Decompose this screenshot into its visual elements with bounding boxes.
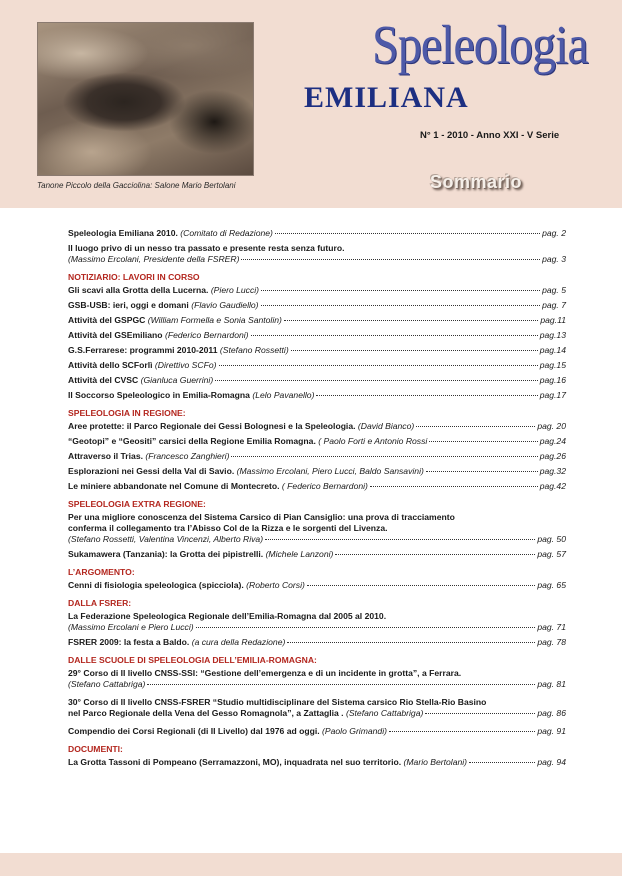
dot-leader (429, 441, 537, 442)
dot-leader (265, 539, 535, 540)
entry-page: pag.15 (539, 360, 566, 370)
toc-entry[interactable] (68, 375, 566, 386)
entry-title: “Geotopi” e “Geositi” carsici della Regione Emilia Romagna. (68, 436, 316, 446)
section-heading: SPELEOLOGIA IN REGIONE: (68, 408, 186, 418)
entry-title: Gli scavi alla Grotta della Lucerna. (68, 285, 209, 295)
entry-title: G.S.Ferrarese: programmi 2010-2011 (68, 345, 218, 355)
entry-title-line: nel Parco Regionale della Vena del Gesso Romagnola”, a Zattaglia . (68, 708, 344, 718)
dot-leader (426, 471, 538, 472)
dot-leader (147, 684, 535, 685)
entry-page: pag.32 (539, 466, 566, 476)
cave-photo (37, 22, 254, 176)
entry-author: (a cura della Redazione) (191, 637, 286, 647)
sommario-heading: Sommario (430, 172, 523, 192)
entry-author: (Mario Bertolani) (403, 757, 468, 767)
section-heading: L’ARGOMENTO: (68, 567, 135, 577)
entry-author: (Francesco Zanghieri) (145, 451, 230, 461)
entry-author: (Flavio Gaudiello) (191, 300, 259, 310)
entry-author: (Massimo Ercolani, Presidente della FSRER) (68, 254, 240, 264)
toc-entry[interactable] (68, 611, 566, 633)
entry-author: (Stefano Rossetti, Valentina Vincenzi, Alberto Riva) (68, 534, 264, 544)
dot-leader (307, 585, 535, 586)
toc-entry[interactable] (68, 481, 566, 492)
entry-title: Attraverso il Trias. (68, 451, 143, 461)
toc-entry[interactable] (68, 345, 566, 356)
dot-leader (291, 350, 538, 351)
entry-page: pag. 65 (537, 580, 566, 590)
toc-entry[interactable] (68, 580, 566, 591)
dot-leader (275, 233, 540, 234)
entry-author: ( Federico Bernardoni) (281, 481, 368, 491)
dot-leader (416, 426, 535, 427)
entry-author: (Direttivo SCFo) (154, 360, 217, 370)
entry-page: pag. 86 (537, 708, 566, 718)
entry-title: 29° Corso di II livello CNSS-SSI: “Gestione dell’emergenza e di un incidente in grotta”, a Ferrara. (68, 668, 462, 678)
dot-leader (287, 642, 535, 643)
photo-caption: Tanone Piccolo della Gacciolina: Salone Mario Bertolani (37, 181, 236, 190)
dot-leader (316, 395, 537, 396)
dot-leader (261, 305, 541, 306)
entry-title: GSB-USB: ieri, oggi e domani (68, 300, 189, 310)
entry-title: Attività dello SCForlì (68, 360, 153, 370)
entry-author: (William Formella e Sonia Santolin) (147, 315, 282, 325)
dot-leader (261, 290, 540, 291)
entry-author: (Roberto Corsi) (246, 580, 305, 590)
toc-entry[interactable] (68, 421, 566, 432)
toc-entry[interactable] (68, 436, 566, 447)
entry-page: pag. 2 (542, 228, 566, 238)
entry-title: Esplorazioni nei Gessi della Val di Savio. (68, 466, 235, 476)
toc-entry[interactable] (68, 637, 566, 648)
entry-page: pag.13 (539, 330, 566, 340)
entry-page: pag. 71 (537, 622, 566, 632)
entry-title: Sukamawera (Tanzania): la Grotta dei pipistrelli. (68, 549, 264, 559)
table-of-contents (68, 228, 566, 772)
toc-entry[interactable] (68, 315, 566, 326)
entry-page: pag. 91 (537, 726, 566, 736)
toc-entry[interactable] (68, 466, 566, 477)
entry-title: FSRER 2009: la festa a Baldo. (68, 637, 190, 647)
dot-leader (219, 365, 538, 366)
entry-author: (Lelo Pavanello) (252, 390, 315, 400)
issue-info: N° 1 - 2010 - Anno XXI - V Serie (420, 130, 560, 141)
entry-page: pag.11 (540, 315, 566, 325)
dot-leader (241, 259, 540, 260)
entry-title: Cenni di fisiologia speleologica (spicciola). (68, 580, 244, 590)
toc-entry[interactable] (68, 330, 566, 341)
entry-title-line: Per una migliore conoscenza del Sistema Carsico di Pian Cansiglio: una prova di tracciamento (68, 512, 455, 522)
toc-entry[interactable] (68, 390, 566, 401)
entry-author: (Stefano Cattabriga) (68, 679, 146, 689)
entry-page: pag. 7 (542, 300, 566, 310)
dot-leader (231, 456, 537, 457)
toc-entry[interactable] (68, 697, 566, 719)
dot-leader (251, 335, 538, 336)
dot-leader (370, 486, 538, 487)
section-heading: NOTIZIARIO: LAVORI IN CORSO (68, 272, 200, 282)
dot-leader (469, 762, 535, 763)
dot-leader (335, 554, 535, 555)
magazine-title-speleologia: Speleologia (372, 14, 588, 76)
toc-entry[interactable] (68, 300, 566, 311)
entry-page: pag.26 (539, 451, 566, 461)
entry-page: pag.42 (539, 481, 566, 491)
dot-leader (215, 380, 538, 381)
entry-page: pag. 94 (537, 757, 566, 767)
entry-author: (Piero Lucci) (210, 285, 260, 295)
entry-author: ( Paolo Forti e Antonio Rossi (318, 436, 428, 446)
dot-leader (284, 320, 538, 321)
entry-title: Il luogo privo di un nesso tra passato e presente resta senza futuro. (68, 243, 345, 253)
toc-entry[interactable] (68, 285, 566, 296)
section-heading: DALLE SCUOLE DI SPELEOLOGIA DELL’EMILIA-ROMAGNA: (68, 655, 317, 665)
entry-page: pag.14 (539, 345, 566, 355)
entry-title: Aree protette: il Parco Regionale dei Gessi Bolognesi e la Speleologia. (68, 421, 356, 431)
entry-title: La Grotta Tassoni di Pompeano (Serramazzoni, MO), inquadrata nel suo territorio. (68, 757, 402, 767)
entry-page: pag. 5 (542, 285, 566, 295)
toc-entry[interactable] (68, 668, 566, 690)
entry-page: pag. 81 (537, 679, 566, 689)
dot-leader (425, 713, 535, 714)
entry-title-line: conferma il collegamento tra l’Abisso Col de la Rizza e le sorgenti del Livenza. (68, 523, 388, 533)
entry-page: pag. 78 (537, 637, 566, 647)
entry-title: Attività del CVSC (68, 375, 139, 385)
toc-entry[interactable] (68, 549, 566, 560)
cover-header (0, 0, 622, 208)
entry-page: pag. 50 (537, 534, 566, 544)
entry-title: Compendio dei Corsi Regionali (di II Livello) dal 1976 ad oggi. (68, 726, 320, 736)
section-heading: SPELEOLOGIA EXTRA REGIONE: (68, 499, 206, 509)
entry-author: (Stefano Rossetti) (219, 345, 289, 355)
section-heading: DOCUMENTI: (68, 744, 123, 754)
magazine-title-emiliana: EMILIANA (304, 81, 469, 114)
entry-author: (Massimo Ercolani e Piero Lucci) (68, 622, 194, 632)
toc-panel (0, 208, 622, 853)
page-footer-band (0, 853, 622, 876)
entry-author: (Federico Bernardoni) (164, 330, 249, 340)
entry-title-line: 30° Corso di II livello CNSS-FSRER “Studio multidisciplinare del Sistema carsico Rio Stella-Rio Basino (68, 697, 487, 707)
entry-page: pag.17 (539, 390, 566, 400)
entry-author: (Comitato di Redazione) (180, 228, 273, 238)
entry-page: pag.24 (539, 436, 566, 446)
toc-entry[interactable] (68, 512, 566, 545)
toc-entry[interactable] (68, 243, 566, 265)
entry-title: La Federazione Speleologica Regionale dell’Emilia-Romagna dal 2005 al 2010. (68, 611, 387, 621)
entry-title: Il Soccorso Speleologico in Emilia-Romagna (68, 390, 250, 400)
toc-entry[interactable] (68, 228, 566, 239)
dot-leader (196, 627, 536, 628)
entry-title: Attività del GSPGC (68, 315, 146, 325)
entry-author: (Massimo Ercolani, Piero Lucci, Baldo Sansavini) (236, 466, 424, 476)
entry-page: pag. 20 (537, 421, 566, 431)
entry-page: pag. 57 (537, 549, 566, 559)
toc-entry[interactable] (68, 451, 566, 462)
entry-page: pag.16 (539, 375, 566, 385)
entry-author: (Paolo Grimandi) (322, 726, 387, 736)
toc-entry[interactable] (68, 360, 566, 371)
dot-leader (389, 731, 535, 732)
entry-author: (Stefano Cattabriga) (345, 708, 424, 718)
entry-author: (Gianluca Guerrini) (140, 375, 214, 385)
section-heading: DALLA FSRER: (68, 598, 132, 608)
entry-title: Attività del GSEmiliano (68, 330, 163, 340)
entry-author: (David Bianco) (357, 421, 415, 431)
entry-title: Le miniere abbandonate nel Comune di Montecreto. (68, 481, 280, 491)
entry-title: Speleologia Emiliana 2010. (68, 228, 178, 238)
entry-author: (Michele Lanzoni) (265, 549, 334, 559)
toc-entry[interactable] (68, 757, 566, 768)
entry-page: pag. 3 (542, 254, 566, 264)
toc-entry[interactable] (68, 726, 566, 737)
